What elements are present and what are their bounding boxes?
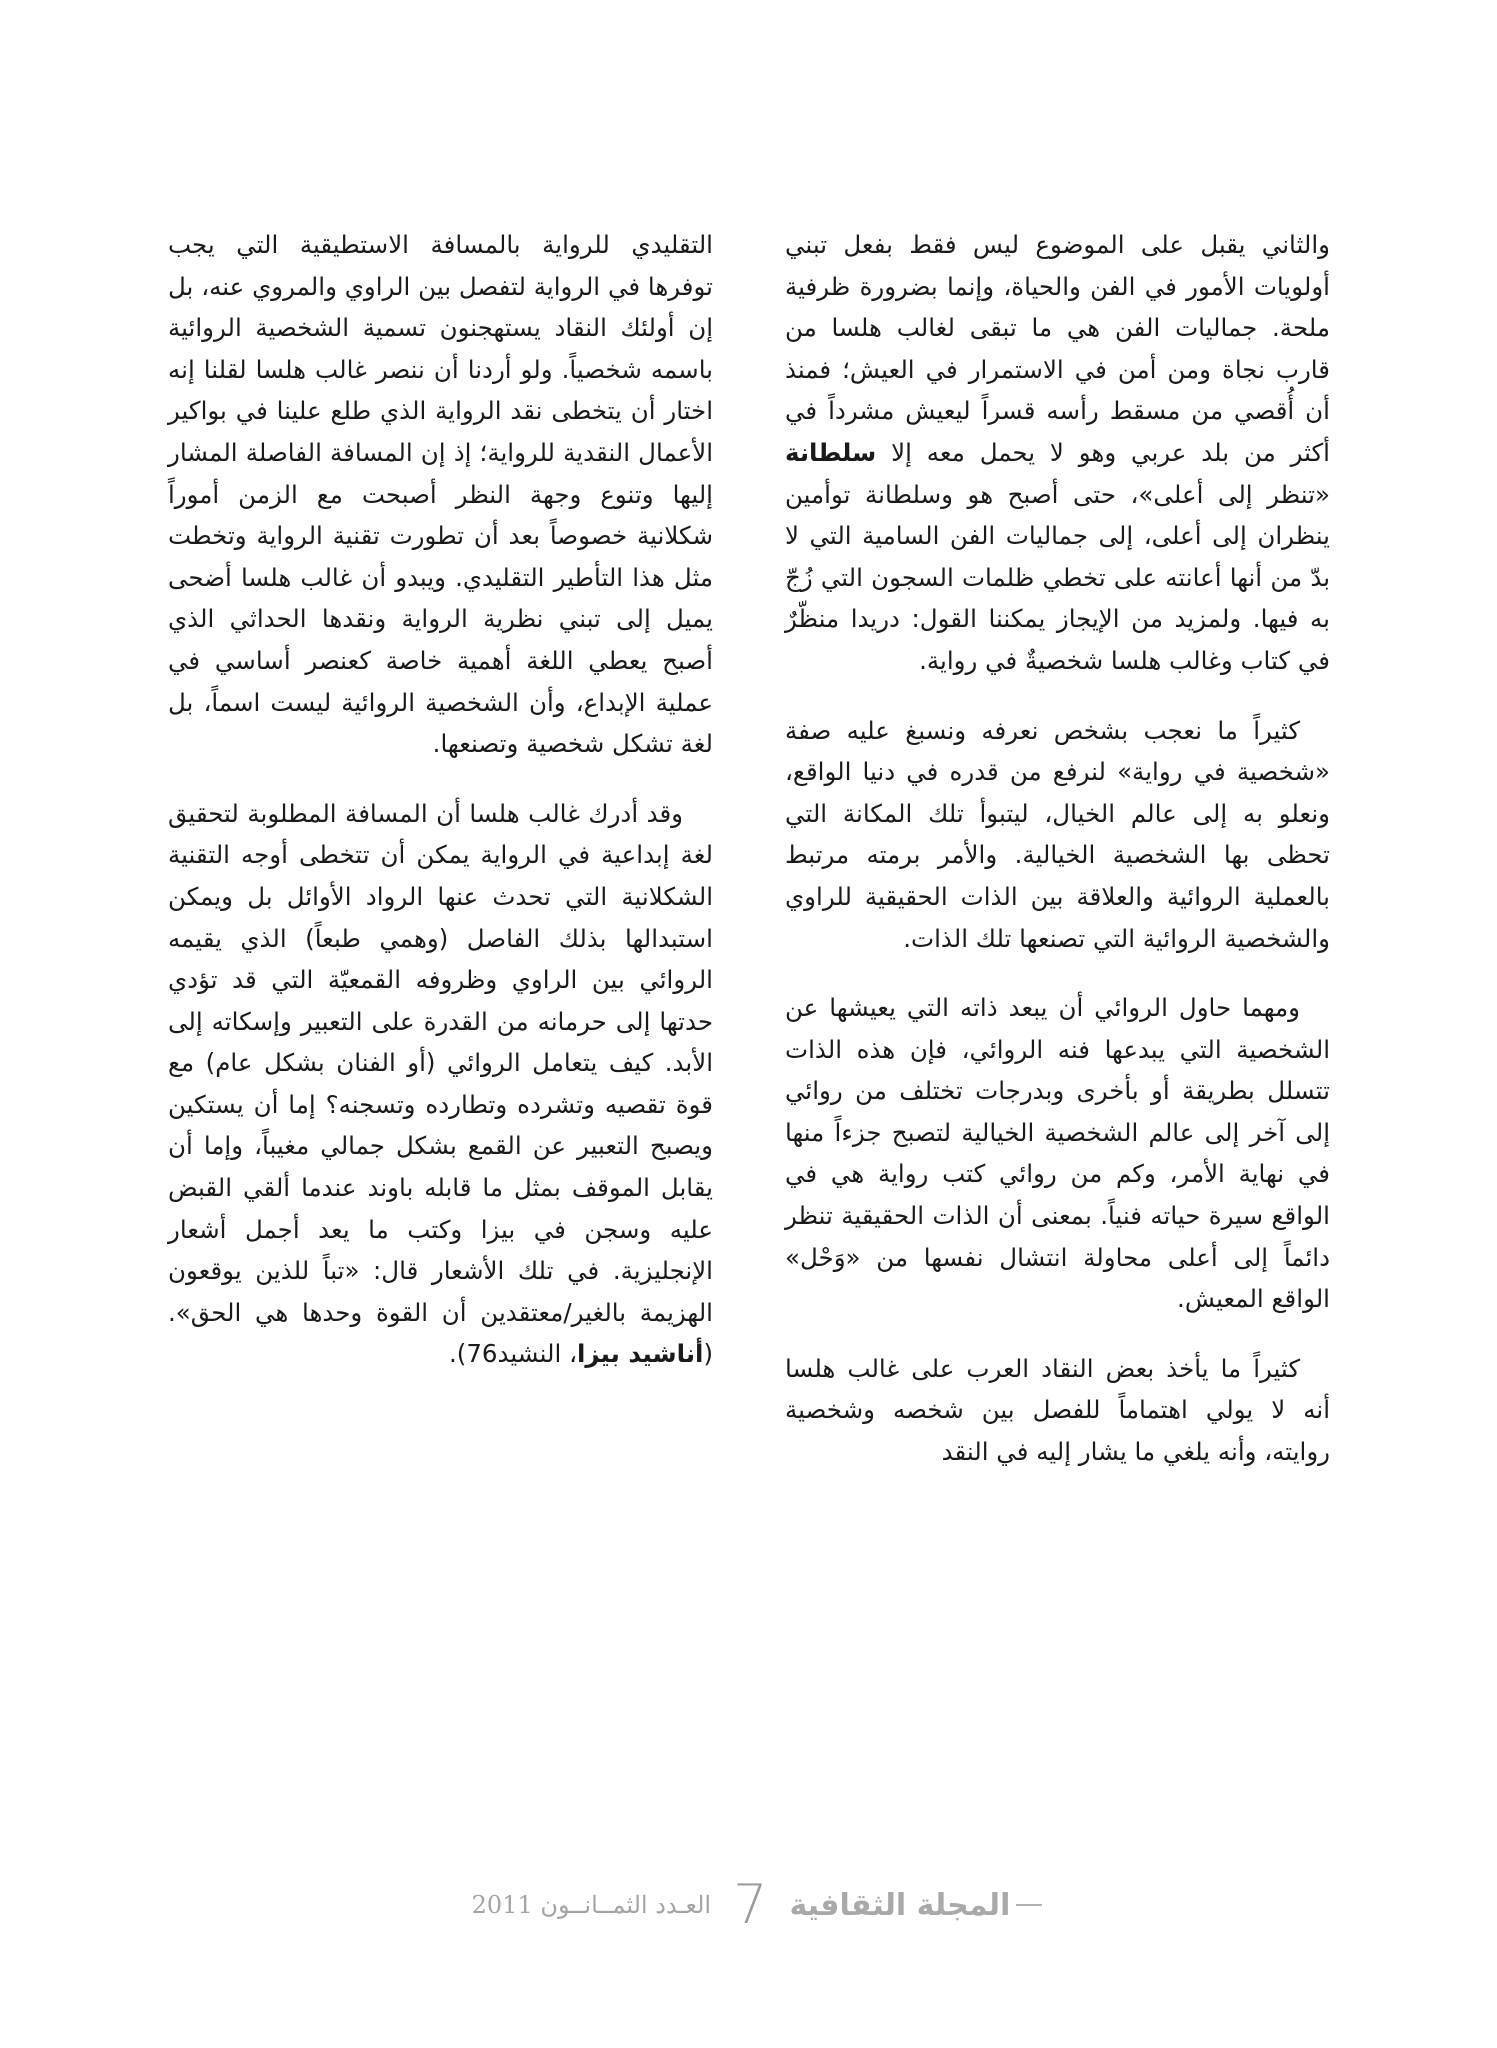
text-line: من الإيجاز يمكننا القول: دريدا منظّرٌ في كتاب	[785, 604, 1330, 675]
text-line: كثيراً ما يأخذ بعض النقاد العرب على غالب	[847, 1353, 1300, 1383]
text-line: نقد الرواية الذي طلع علينا في بواكير الأعمال	[168, 396, 713, 467]
text-line: والأمر برمته مرتبط بالعملية الروائية والعلاقة	[785, 840, 1330, 911]
text-line: وسلطانة توأمين ينظران إلى أعلى، إلى جماليات	[785, 479, 1330, 551]
text-line: أن الذات الحقيقية تنظر دائماً إلى أعلى محاولة	[785, 1201, 1330, 1272]
text-line: أن ننصر غالب هلسا لقلنا إنه اختار أن يتخطى	[168, 354, 714, 426]
text-line: الفن السامية التي لا بدّ من أنها أعانته على	[785, 521, 1331, 592]
text-line: التي تصنعها تلك الذات.	[903, 923, 1136, 953]
text-line: النقدية للرواية؛ إذ إن المسافة الفاصلة المشار	[168, 437, 631, 467]
text-line: والثاني يقبل على الموضوع ليس فقط بفعل تبني	[785, 230, 1330, 259]
text-line: دنيا الواقع، ونعلو به إلى عالم الخيال، ليتبوأ	[785, 757, 1331, 828]
text-line: شخصية وتصنعها.	[432, 729, 605, 759]
text-line: تقصيه وتشرده وتطارده وتسجنه؟ إما أن يستكين	[168, 1089, 666, 1119]
text-line: الشخصية الروائية باسمه شخصياً. ولو أردنا	[168, 313, 713, 384]
text-line: «تنظر إلى أعلى»، حتى أصبح هو	[967, 479, 1330, 509]
text-line: عنه، بل إن أولئك النقاد يستهجنون تسمية	[168, 271, 713, 343]
text-line: من روائي إلى آخر إلى عالم الشخصية الخيالية	[785, 1076, 1330, 1147]
text-line: ويصبح التعبير عن القمع بشكل جمالي مغيباً،	[254, 1131, 713, 1161]
text-line: كثيراً ما نعجب بشخص نعرفه ونسبغ عليه	[846, 715, 1300, 745]
text-line: كتب رواية هي في الواقع سيرة حياته فنياً. بمعنى	[785, 1159, 1330, 1231]
text-line: لتصبح جزءاً منها في نهاية الأمر، وكم من روائي	[785, 1117, 1330, 1189]
text-line: عن الشخصية التي يبدعها فنه الروائي، فإن هذه	[785, 993, 1330, 1064]
text-line: ، النشيد76).	[448, 1339, 578, 1369]
text-line: بين الذات الحقيقية للراوي والشخصية الروائية	[785, 881, 1330, 953]
text-line: أجمل أشعار الإنجليزية. في تلك الأشعار قال: «تباً	[168, 1214, 713, 1286]
novel-title-bold: سلطانة	[785, 437, 877, 467]
citation-title-bold: أناشيد بيزا	[577, 1339, 704, 1369]
text-line: ألقي القبض عليه وسجن في بيزا وكتب ما يعد	[168, 1173, 713, 1244]
text-line: التقليدي للرواية بالمسافة الاستطيقية التي يجب	[168, 230, 713, 259]
paragraph	[785, 987, 1330, 1320]
magazine-title: المجلة الثقافية	[789, 1887, 1011, 1923]
text-line: من القدرة على التعبير وإسكاته إلى الأبد. كيف	[168, 1006, 714, 1078]
text-line: وظروفه القمعيّة التي قد تؤدي حدتها إلى حرمانه	[168, 965, 714, 1036]
text-line: يتعامل الروائي (أو الفنان بشكل عام) مع قوة	[168, 1048, 713, 1119]
issue-label: العـدد الثمــانــون 2011	[471, 1891, 712, 1919]
left-text-column	[168, 224, 713, 1375]
text-line: الذات تتسلل بطريقة أو بأخرى وبدرجات تختلف	[785, 1034, 1330, 1106]
text-line: العيش؛ فمنذ أن أُقصي من مسقط رأسه قسراً	[785, 354, 1330, 426]
text-line: وقد أدرك غالب هلسا أن المسافة المطلوبة	[247, 798, 683, 828]
text-line: وغالب هلسا شخصيةٌ في رواية.	[919, 645, 1233, 675]
paragraph	[785, 224, 1330, 682]
text-line: الأوائل بل ويمكن استبدالها بذلك الفاصل	[168, 881, 713, 953]
text-line: أوجه التقنية الشكلانية التي تحدث عنها الرواد	[168, 840, 714, 911]
text-line: غالب هلسا أضحى يميل إلى تبني نظرية الرواية	[168, 562, 713, 634]
paragraph	[785, 710, 1330, 960]
text-line: معه إلا	[891, 437, 965, 467]
text-line: شكلانية خصوصاً بعد أن تطورت تقنية الرواية	[256, 521, 713, 551]
paragraph	[168, 224, 713, 765]
text-line: انتشال نفسها من «وَحْل» الواقع المعيش.	[785, 1242, 1330, 1314]
page-number: 7	[733, 1873, 768, 1936]
text-line: للذين يوقعون الهزيمة بالغير/معتقدين أن القوة	[168, 1256, 713, 1327]
paragraph	[785, 1348, 1330, 1473]
text-line: (وهمي طبعاً) الذي يقيمه الروائي بين الراوي	[168, 923, 713, 995]
text-line: ظرفية ملحة. جماليات الفن هي ما تبقى لغالب	[785, 271, 1330, 343]
text-line: لتحقيق لغة إبداعية في الرواية يمكن أن تتخطى	[168, 798, 714, 870]
text-line: صفة «شخصية في رواية» لنرفع من قدره في	[785, 715, 1330, 787]
text-line: تلك المكانة التي تحظى بها الشخصية الخيالية.	[785, 798, 1330, 870]
text-line: ومهما حاول الروائي أن يبعد ذاته التي يعيشها	[829, 993, 1300, 1023]
text-line: وتخطت مثل هذا التأطير التقليدي. ويبدو أن	[168, 521, 713, 592]
text-line: وإما أن يقابل الموقف بمثل ما قابله باوند عندما	[168, 1131, 713, 1203]
text-line: توفرها في الرواية لتفصل بين الراوي والمروي	[252, 271, 713, 301]
page-footer	[420, 1873, 1100, 1936]
text-line: وشخصية روايته، وأنه يلغي ما يشار إليه في النقد	[785, 1395, 1330, 1467]
text-line: الشخصية الروائية ليست اسماً، بل لغة تشكل	[168, 687, 713, 759]
right-text-column	[785, 224, 1330, 1473]
text-line: خاصة كعنصر أساسي في عملية الإبداع، وأن	[168, 645, 713, 717]
footer-decoration	[1016, 1904, 1042, 1906]
paragraph	[168, 793, 713, 1375]
text-line: أولويات الأمور في الفن والحياة، وإنما بضرورة	[859, 271, 1330, 301]
text-line: ونقدها الحداثي الذي أصبح يعطي اللغة أهمية	[168, 604, 713, 675]
text-line: إليها وتنوع وجهة النظر أصبحت مع الزمن أموراً	[168, 479, 713, 509]
text-line: تخطي ظلمات السجون التي زُجّ به فيها. ولمزيد	[785, 562, 1330, 634]
text-line: ليعيش مشرداً في أكثر من بلد عربي وهو لا يحمل	[785, 396, 1330, 467]
text-line: هلسا أنه لا يولي اهتماماً للفصل بين شخصه	[785, 1353, 1331, 1425]
text-line: وحدها هي الحق». (	[168, 1297, 713, 1369]
text-line: هلسا من قارب نجاة ومن أمن في الاستمرار في	[785, 313, 1330, 384]
